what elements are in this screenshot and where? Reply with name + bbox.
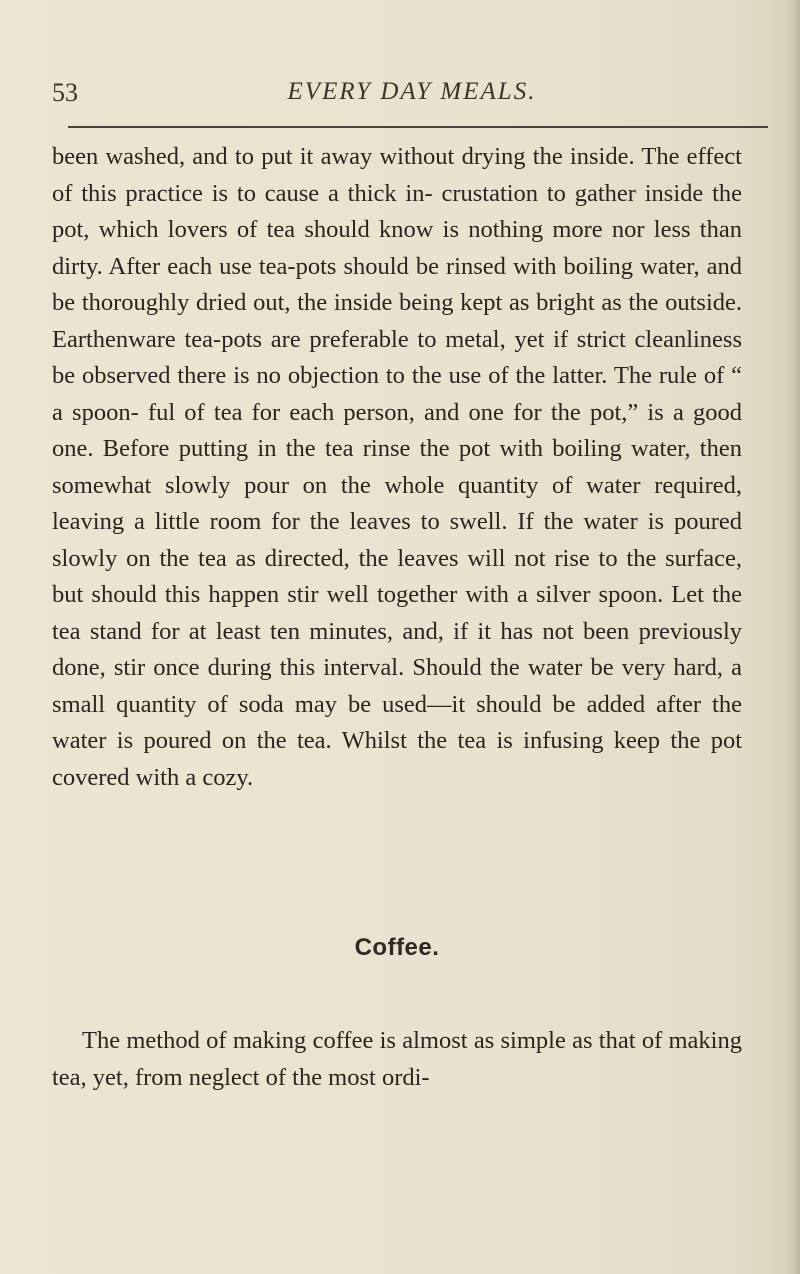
running-head: EVERY DAY MEALS. xyxy=(287,78,537,105)
paragraph: been washed, and to put it away without drying the inside. The effect of this practice is to cause a thick in- crustation to gather inside the pot, which lovers of tea should know is nothing more nor less than dirty. After each use tea-pots should be rinsed with boiling water, and be thoroughly dried out, the inside being kept as bright as the outside. Earthenware tea-pots are preferable to metal, yet if strict cleanliness be observed there is no objection to the use of the latter. The rule of “ a spoon- ful of tea for each person, and one for the pot,” is a good one. Before putting in the tea rinse the pot with boiling water, then somewhat slowly pour on the whole quantity of water required, leaving a little room for the leaves to swell. If the water is poured slowly on the tea as directed, the leaves will not rise to the surface, but should this happen stir well together with a silver spoon. Let the tea stand for at least ten minutes, and, if it has not been previously done, stir once during this interval. Should the water be very hard, a small quantity of soda may be used—it should be added after the water is poured on the tea. Whilst the tea is infusing keep the pot covered with a cozy. xyxy=(52,143,742,791)
section-heading: Coffee. xyxy=(354,934,440,961)
header-rule xyxy=(68,126,768,128)
page-header xyxy=(52,74,772,114)
page-number: 53 xyxy=(52,78,78,107)
section-body xyxy=(52,1022,742,1096)
body-text xyxy=(52,139,742,796)
paragraph: The method of making coffee is almost as simple as that of making tea, yet, from neglect of the most ordi- xyxy=(52,1027,742,1091)
page-edge-shadow xyxy=(786,0,800,1274)
